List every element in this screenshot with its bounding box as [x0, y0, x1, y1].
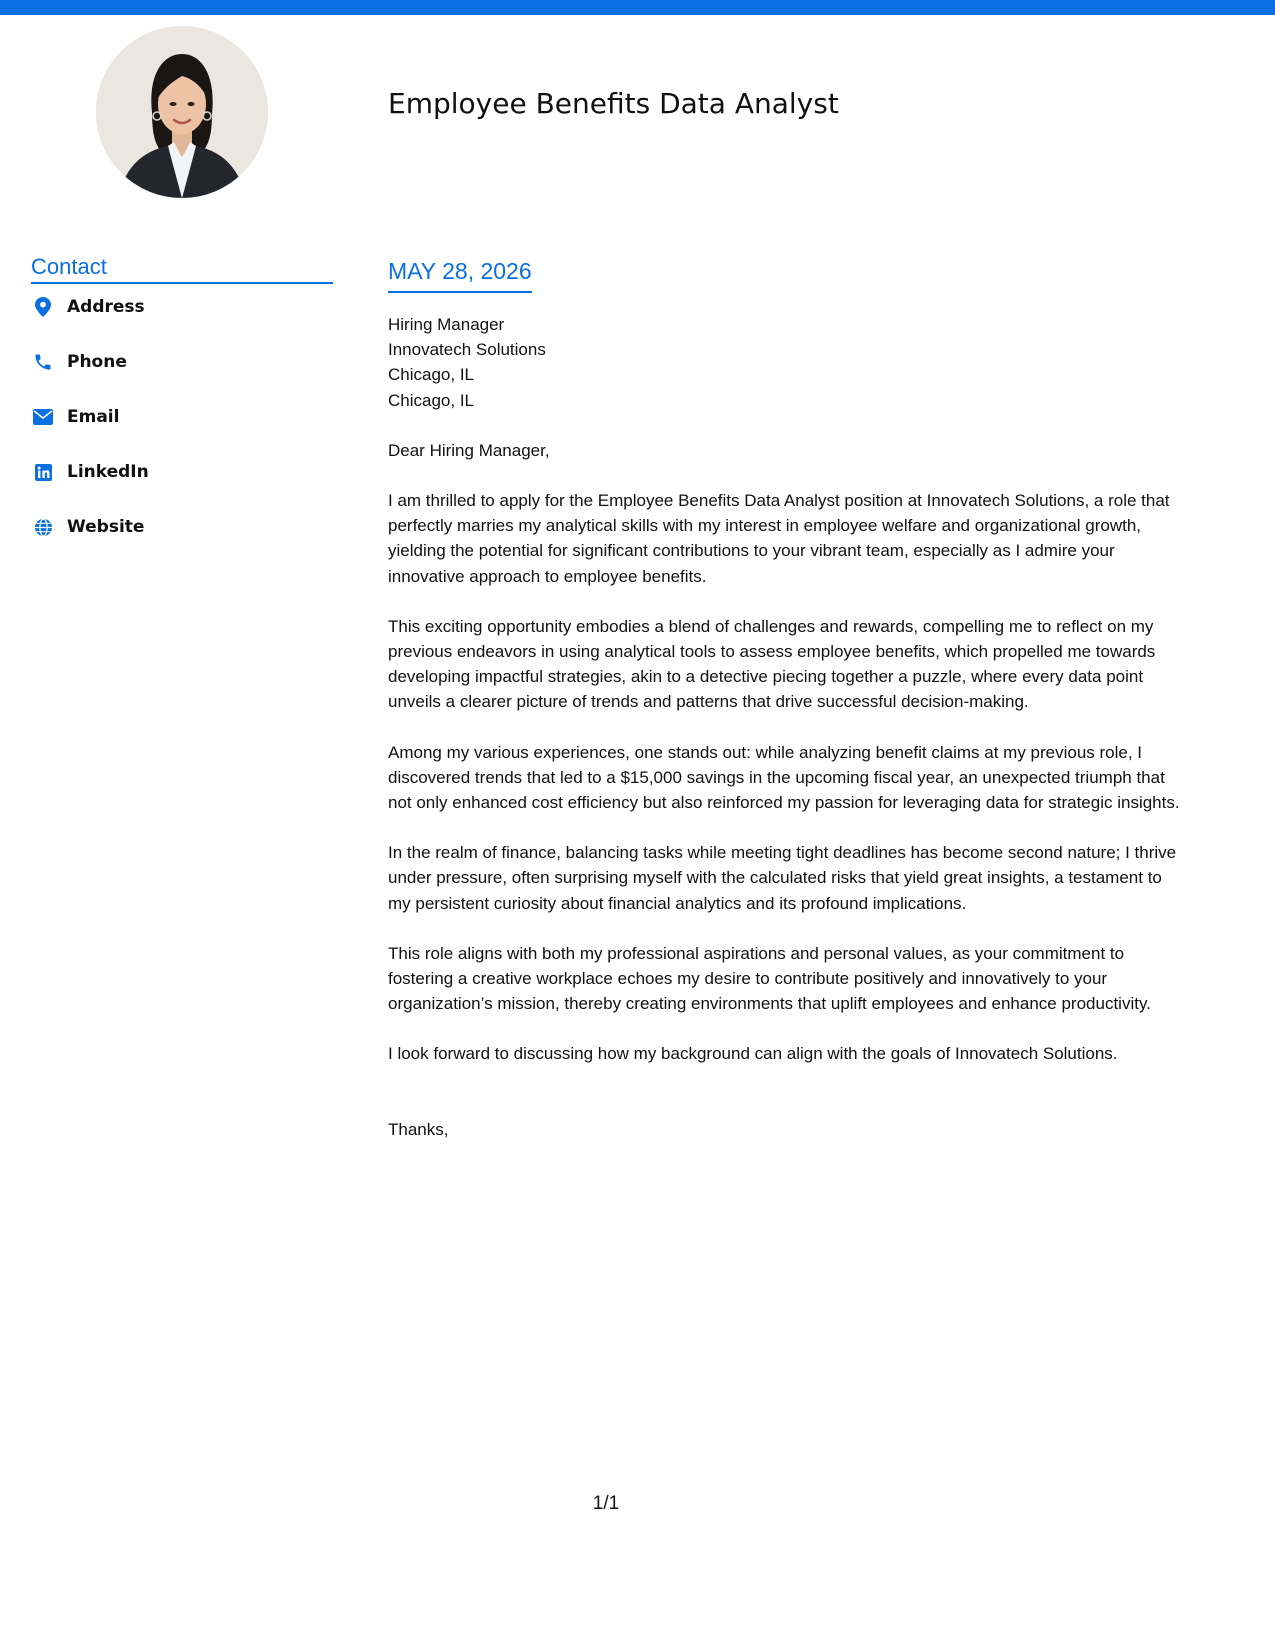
letter-greeting: Dear Hiring Manager,	[388, 440, 550, 460]
contact-label-website: Website	[67, 517, 145, 537]
contact-label-phone: Phone	[67, 352, 127, 372]
contact-list	[31, 293, 331, 568]
recipient-city-repeat: Chicago, IL	[388, 390, 474, 410]
recipient-name: Hiring Manager	[388, 315, 505, 334]
recipient-company: Innovatech Solutions	[388, 340, 546, 360]
contact-item-email[interactable]	[31, 403, 331, 431]
letter-paragraph: This exciting opportunity embodies a blend of challenges and rewards, compelling me to reflect on my previous endeavors in using analytical tools to assess employee benefits, which propelled me towards developing impactful strategies, akin to a detective piecing together a puzzle, where every data point unveils a clearer picture of trends and patterns that drive successful decision-making.	[388, 616, 1156, 712]
contact-item-linkedin[interactable]	[31, 458, 331, 486]
profile-photo	[96, 26, 268, 198]
top-accent-bar	[0, 0, 1275, 15]
contact-label-linkedin: LinkedIn	[67, 462, 149, 482]
page-title: Employee Benefits Data Analyst	[388, 87, 839, 120]
contact-item-website[interactable]	[31, 513, 331, 541]
avatar	[96, 26, 268, 198]
letter-body	[388, 312, 1188, 1159]
page-number: 1/1	[592, 1493, 620, 1514]
letter-paragraph: I look forward to discussing how my background can align with the goals of Innovatech Solutions.	[388, 1044, 1118, 1064]
letter-signoff: Thanks,	[388, 1119, 449, 1139]
contact-item-address[interactable]	[31, 293, 331, 321]
phone-icon	[31, 350, 55, 374]
envelope-icon	[31, 405, 55, 429]
map-pin-icon	[31, 295, 55, 319]
letter-paragraph: Among my various experiences, one stands out: while analyzing benefit claims at my previous role, I discovered trends that led to a $15,000 savings in the upcoming fiscal year, an unexpected triumph that not only enhanced cost efficiency but also reinforced my passion for leveraging data for strategic insights.	[388, 742, 1180, 813]
letter-paragraph: In the realm of finance, balancing tasks while meeting tight deadlines has become second nature; I thrive under pressure, often surprising myself with the calculated risks that yield great insights, a testament to my persistent curiosity about financial analytics and its profound implications.	[388, 843, 1177, 913]
letter-paragraph: I am thrilled to apply for the Employee Benefits Data Analyst position at Innovatech Solutions, a role that perfectly marries my analytical skills with my interest in employee welfare and organizational growth, yielding the potential for significant contributions to your vibrant team, especially as I admire your innovative approach to employee benefits.	[388, 491, 1170, 586]
globe-icon	[31, 515, 55, 539]
recipient-city: Chicago, IL	[388, 365, 474, 385]
contact-label-email: Email	[67, 407, 120, 427]
recipient-block	[388, 312, 1188, 413]
letter-paragraph: This role aligns with both my professional aspirations and personal values, as your commitment to fostering a creative workplace echoes my desire to contribute positively and innovatively to your organization’s mission, thereby creating environments that uplift employees and enhance productivity.	[388, 943, 1151, 1014]
contact-label-address: Address	[67, 297, 145, 317]
linkedin-icon	[31, 460, 55, 484]
letter-date: MAY 28, 2026	[388, 256, 532, 293]
contact-item-phone[interactable]	[31, 348, 331, 376]
contact-heading: Contact	[31, 253, 333, 284]
